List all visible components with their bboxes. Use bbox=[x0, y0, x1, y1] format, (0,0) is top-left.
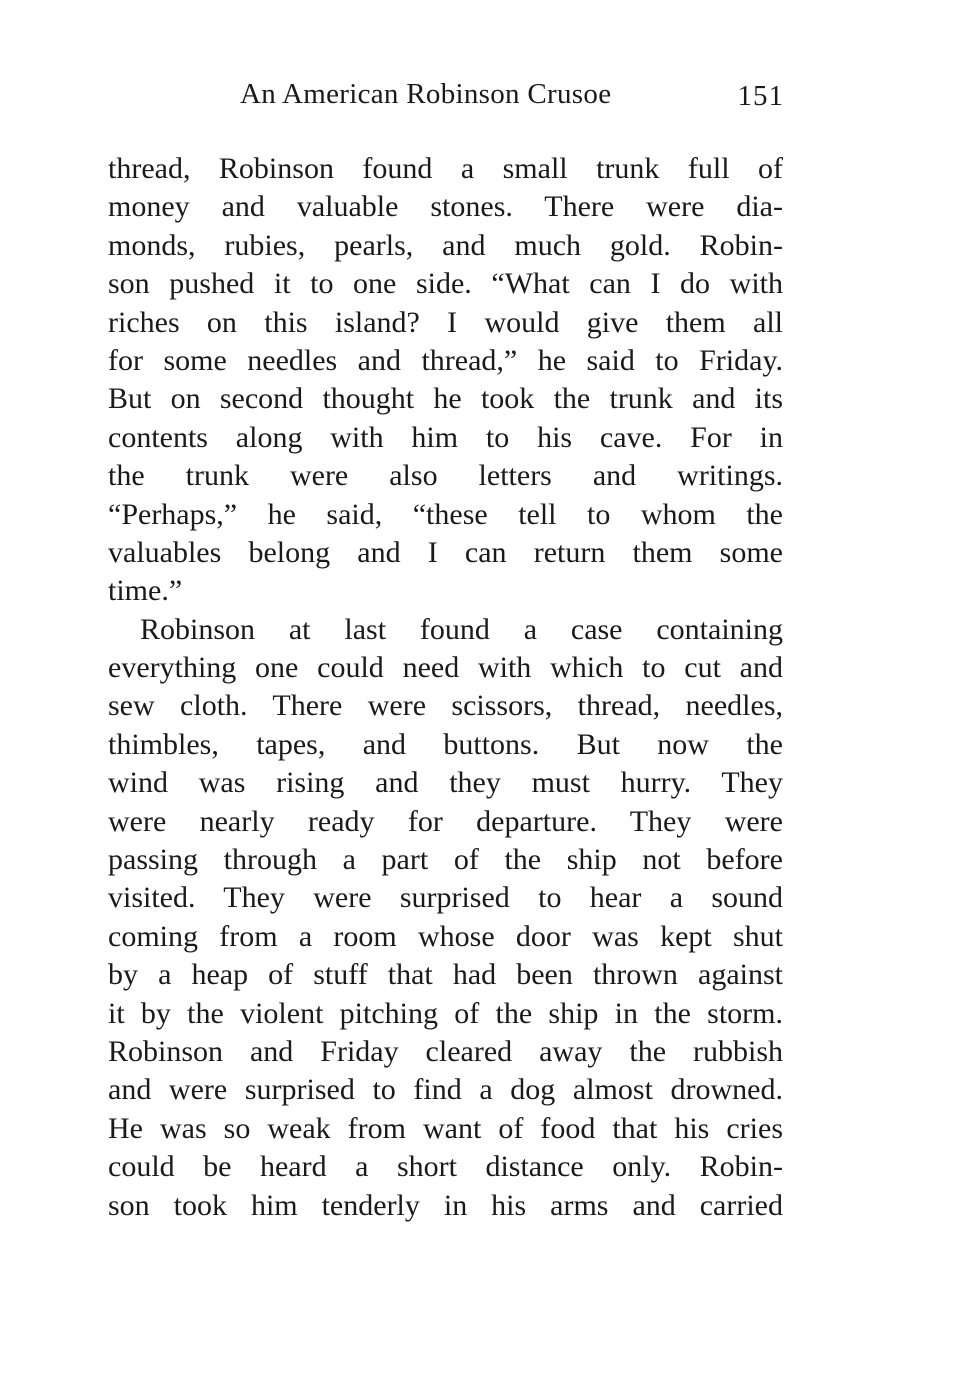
text-line: contents along with him to his cave. For in bbox=[108, 420, 783, 454]
text-line: son pushed it to one side. “What can I do with bbox=[108, 267, 783, 301]
text-line: were nearly ready for departure. They were bbox=[108, 804, 783, 838]
page-number: 151 bbox=[737, 80, 784, 112]
text-line: the trunk were also letters and writings. bbox=[108, 459, 783, 493]
text-line: son took him tenderly in his arms and carried bbox=[108, 1188, 783, 1222]
text-line: passing through a part of the ship not before bbox=[108, 843, 783, 877]
text-line: thimbles, tapes, and buttons. But now the bbox=[108, 727, 783, 761]
running-title: An American Robinson Crusoe bbox=[240, 78, 612, 110]
text-line: monds, rubies, pearls, and much gold. Robin- bbox=[108, 228, 783, 262]
text-line: for some needles and thread,” he said to Friday. bbox=[108, 343, 783, 377]
running-head bbox=[108, 78, 784, 118]
paragraph-start-line: Robinson at last found a case containing bbox=[140, 612, 783, 646]
text-line: sew cloth. There were scissors, thread, needles, bbox=[108, 689, 783, 723]
text-line: He was so weak from want of food that his cries bbox=[108, 1111, 783, 1145]
text-line: wind was rising and they must hurry. They bbox=[108, 766, 783, 800]
text-line: riches on this island? I would give them all bbox=[108, 305, 783, 339]
text-line: money and valuable stones. There were dia- bbox=[108, 190, 783, 224]
text-line: “Perhaps,” he said, “these tell to whom the bbox=[108, 497, 783, 531]
text-line: valuables belong and I can return them some bbox=[108, 535, 783, 569]
text-line: coming from a room whose door was kept shut bbox=[108, 919, 783, 953]
text-line: visited. They were surprised to hear a sound bbox=[108, 881, 783, 915]
text-line: could be heard a short distance only. Robin- bbox=[108, 1150, 783, 1184]
text-line: by a heap of stuff that had been thrown against bbox=[108, 958, 783, 992]
text-line: it by the violent pitching of the ship in the storm. bbox=[108, 996, 783, 1030]
body-text bbox=[108, 150, 783, 1225]
text-line: thread, Robinson found a small trunk full of bbox=[108, 152, 783, 185]
text-line: everything one could need with which to cut and bbox=[108, 651, 783, 685]
text-line: But on second thought he took the trunk and its bbox=[108, 382, 783, 416]
text-line: and were surprised to find a dog almost drowned. bbox=[108, 1073, 783, 1107]
paragraph-end-line: time.” bbox=[108, 574, 183, 608]
text-line: Robinson and Friday cleared away the rubbish bbox=[108, 1034, 783, 1068]
